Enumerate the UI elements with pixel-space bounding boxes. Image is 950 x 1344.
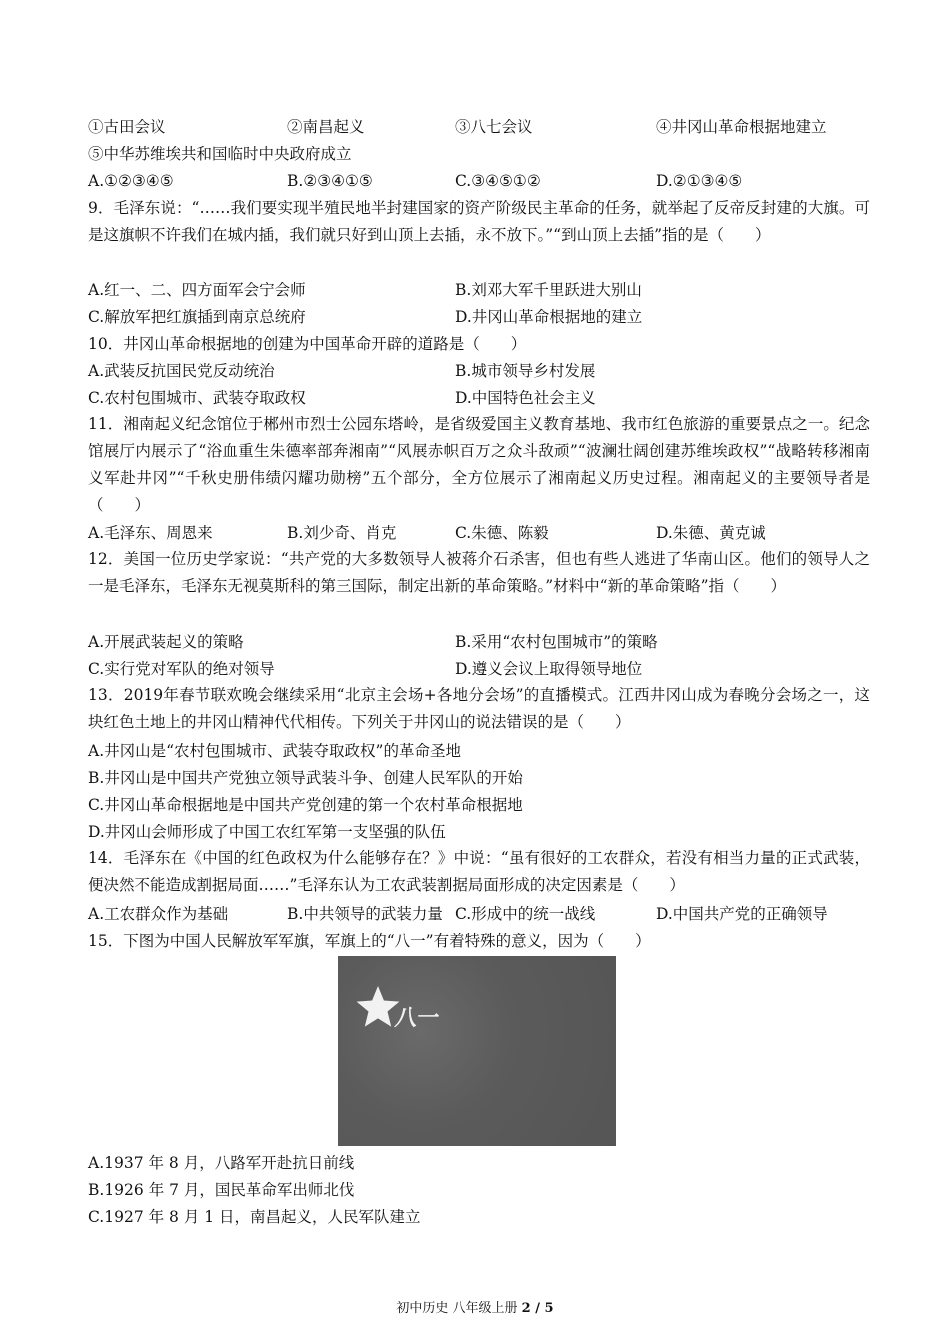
q8-choice-a: A.①②③④⑤	[88, 172, 174, 190]
q15-choice-a: A.1937 年 8 月，八路军开赴抗日前线	[88, 1154, 355, 1172]
q9-choices-1	[88, 280, 878, 302]
q10-choices-2	[88, 388, 878, 410]
flag-bayi-text: 八一	[393, 1005, 442, 1031]
footer-page-total: 5	[544, 1301, 554, 1316]
footer-page-number: 2	[521, 1301, 531, 1316]
q13-choice-a: A.井冈山是“农村包围城市、武装夺取政权”的革命圣地	[88, 742, 461, 760]
q9-stem: 9．毛泽东说：“……我们要实现半殖民地半封建国家的资产阶级民主革命的任务，就举起了反帝反封建的大旗。可是这旗帜不许我们在城内插，我们就只好到山顶上去插，永不放下。”“到山顶上去插”指的是（ ）	[88, 199, 870, 244]
q9-choice-c: C.解放军把红旗插到南京总统府	[88, 308, 306, 326]
pla-flag-image	[338, 956, 616, 1146]
q9-choice-d: D.井冈山革命根据地的建立	[455, 308, 643, 326]
q15-choice-c: C.1927 年 8 月 1 日，南昌起义，人民军队建立	[88, 1208, 421, 1226]
q12-choice-c: C.实行党对军队的绝对领导	[88, 660, 275, 678]
q8-option-1: ①古田会议	[88, 118, 166, 136]
q12-stem: 12．美国一位历史学家说：“共产党的大多数领导人被蒋介石杀害，但也有些人逃进了华南山区。他们的领导人之一是毛泽东，毛泽东无视莫斯科的第三国际，制定出新的革命策略。”材料中“新的革命策略”指（ ）	[88, 550, 870, 595]
q13-choice-c: C.井冈山革命根据地是中国共产党创建的第一个农村革命根据地	[88, 796, 523, 814]
q10-choice-d: D.中国特色社会主义	[455, 389, 596, 407]
q10-choice-b: B.城市领导乡村发展	[455, 362, 596, 380]
q8-option-5: ⑤中华苏维埃共和国临时中央政府成立	[88, 145, 352, 163]
q15-choice-b: B.1926 年 7 月，国民革命军出师北伐	[88, 1181, 355, 1199]
q8-choice-d: D.②①③④⑤	[656, 172, 743, 190]
q8-options-row-1	[88, 117, 878, 139]
q10-choice-a: A.武装反抗国民党反动统治	[88, 362, 275, 380]
q14-choice-c: C.形成中的统一战线	[455, 905, 596, 923]
q11-choices	[88, 523, 878, 545]
q12-choices-2	[88, 659, 878, 681]
star-icon	[357, 986, 400, 1027]
q12-choices-1	[88, 632, 878, 654]
q14-choice-b: B.中共领导的武装力量	[287, 905, 443, 923]
page-footer	[0, 1297, 950, 1316]
q12-choice-d: D.遵义会议上取得领导地位	[455, 660, 643, 678]
q8-choices	[88, 171, 878, 193]
q14-choice-a: A.工农群众作为基础	[88, 905, 229, 923]
footer-separator: /	[530, 1301, 545, 1316]
q10-choice-c: C.农村包围城市、武装夺取政权	[88, 389, 306, 407]
q12-choice-b: B.采用“农村包围城市”的策略	[455, 633, 658, 651]
q11-stem: 11．湘南起义纪念馆位于郴州市烈士公园东塔岭，是省级爱国主义教育基地、我市红色旅游的重要景点之一。纪念馆展厅内展示了“浴血重生朱德率部奔湘南”“风展赤帜百万之众斗敌顽”“波澜壮阔创建苏维埃政权”“战略转移湘南义军赴井冈”“千秋史册伟绩闪耀功勋榜”五个部分，全方位展示了湘南起义历史过程。湘南起义的主要领导者是（ ）	[88, 415, 870, 514]
q9-choice-a: A.红一、二、四方面军会宁会师	[88, 281, 306, 299]
q13-stem: 13．2019年春节联欢晚会继续采用“北京主会场+各地分会场”的直播模式。江西井冈山成为春晚分会场之一，这块红色土地上的井冈山精神代代相传。下列关于井冈山的说法错误的是（ ）	[88, 686, 870, 731]
q10-choices-1	[88, 361, 878, 383]
q8-option-2: ②南昌起义	[287, 118, 365, 136]
q10-stem: 10．井冈山革命根据地的创建为中国革命开辟的道路是（ ）	[88, 335, 527, 353]
q9-choices-2	[88, 307, 878, 329]
q15-stem: 15．下图为中国人民解放军军旗，军旗上的“八一”有着特殊的意义，因为（ ）	[88, 932, 651, 950]
q14-choices	[88, 904, 878, 926]
q11-choice-a: A.毛泽东、周恩来	[88, 524, 213, 542]
q9-choice-b: B.刘邓大军千里跃进大别山	[455, 281, 642, 299]
q14-stem: 14．毛泽东在《中国的红色政权为什么能够存在？》中说：“虽有很好的工农群众，若没有相当力量的正式武装，便决然不能造成割据局面……”毛泽东认为工农武装割据局面形成的决定因素是（ ）	[88, 849, 870, 894]
flag-graphic	[338, 956, 616, 1146]
q13-choice-d: D.井冈山会师形成了中国工农红军第一支坚强的队伍	[88, 823, 446, 841]
q12-choice-a: A.开展武装起义的策略	[88, 633, 244, 651]
footer-course: 初中历史 八年级上册	[396, 1301, 522, 1316]
q8-choice-b: B.②③④①⑤	[287, 172, 373, 190]
q11-choice-d: D.朱德、黄克诚	[656, 524, 766, 542]
q11-choice-b: B.刘少奇、肖克	[287, 524, 397, 542]
q13-choice-b: B.井冈山是中国共产党独立领导武装斗争、创建人民军队的开始	[88, 769, 523, 787]
q8-choice-c: C.③④⑤①②	[455, 172, 541, 190]
q8-option-4: ④井冈山革命根据地建立	[656, 118, 827, 136]
q8-option-3: ③八七会议	[455, 118, 533, 136]
q11-choice-c: C.朱德、陈毅	[455, 524, 549, 542]
q14-choice-d: D.中国共产党的正确领导	[656, 905, 828, 923]
